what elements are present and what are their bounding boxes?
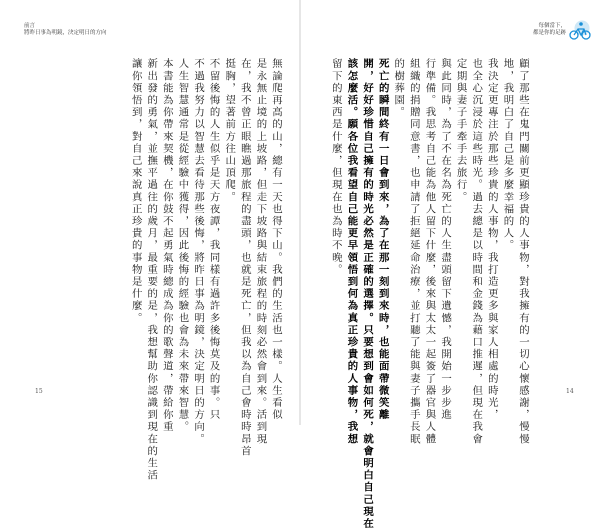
running-header-left bbox=[24, 23, 204, 37]
paragraph-line: 無論爬再高的山，總有一天也得下山。我們的生活也一樣。人生看似 bbox=[270, 58, 282, 421]
emphasized-line: 該怎麼活。願各位我看望自己能更早領悟到何為真正珍貴的人事物，我想 bbox=[345, 58, 358, 446]
header-section-title: 將昨日事為明鏡，決定明日的方向 bbox=[24, 30, 107, 36]
paragraph-line: 是永無止境的上坡路，但走下坡路與結束旅程的時刻必然會到來。活到現 bbox=[254, 58, 267, 446]
paragraph-line: 與此同時，為了不在名為死亡的人生盡頭留下遺憾，我開始一步步進 bbox=[439, 58, 452, 421]
header-book-title-line2: 都是你的足跡 bbox=[532, 30, 566, 36]
emphasized-line: 開，好好珍惜自己擁有的時光必然是正確的選擇。只要想到會如何死，就會明白自己現在 bbox=[361, 58, 374, 530]
emphasized-line: 死亡的瞬間終有一日會到來，為了在那一刻到來時，也能面帶微笑離 bbox=[376, 58, 389, 421]
paragraph-line: 在，我不曾正眼瞧過那旅程的盡頭，也就是死亡，但我以為自己會時時昂首 bbox=[238, 58, 251, 458]
paragraph-line: 新出發的勇氣，並撫平過往的歲月，最重要的是，我想幫助你認識到現在的生活 bbox=[145, 58, 158, 482]
page-number-right: 14 bbox=[566, 388, 574, 395]
header-section-label: 前言 bbox=[24, 23, 36, 29]
paragraph-line: 挺胸，望著前方往山頂爬。 bbox=[223, 58, 236, 204]
running-header-right bbox=[526, 20, 596, 44]
header-book-title-line1: 每個當下， bbox=[538, 23, 566, 29]
paragraph-line: 本書能為你帶來契機，在你鼓不起勇氣時總成為你的歌聲道，帶給你重 bbox=[160, 58, 173, 434]
paragraph-line: 顧了那些在鬼門關前更顯珍貴的人事物，對我擁有的一切心懷感謝，慢慢 bbox=[517, 58, 529, 446]
paragraph-line: 的樹葬園。 bbox=[392, 58, 405, 119]
bicycle-icon bbox=[568, 20, 592, 42]
paragraph-line: 我決定更專注於那些珍貴的人事物，我打造更多與家人相處的時光， bbox=[485, 58, 498, 421]
paragraph-line: 定期與妻子手牽手去旅行。 bbox=[454, 58, 467, 204]
paragraph-line: 讓你領悟到，對自己來說真正珍貴的事物是什麼。 bbox=[129, 58, 142, 325]
paragraph-line: 人生智慧通常是從經驗中獲得，因此後悔的經驗也會為未來帶來智慧。 bbox=[176, 58, 189, 434]
paragraph-line: 不過我努力以智慧去看待那些後悔，將昨日事為明鏡，決定明日的方向。 bbox=[192, 58, 205, 446]
paragraph-line: 也全心沉浸於這些時光。過去總是以時間和金錢為藉口推遲，但現在我會 bbox=[470, 58, 483, 446]
paragraph-line: 組織的捐贈同意書，也申請了拒絕延命治療，並打聽了能與妻子攜手長眠 bbox=[407, 58, 420, 446]
paragraph-line: 留下的東西是什麼，但現在也為時不晚。 bbox=[329, 58, 342, 276]
paragraph-line: 地，我明白了自己是多麼幸福的人。 bbox=[501, 58, 514, 252]
page-number-left: 15 bbox=[35, 388, 43, 395]
paragraph-line: 行準備。我思考自己能為他人留下什麼，後來與太太一起簽了器官與人體 bbox=[423, 58, 436, 446]
right-page-body bbox=[329, 58, 530, 530]
left-page-body bbox=[88, 58, 283, 482]
paragraph-line: 不留後悔的人生似乎是天方夜譚，我同樣有過許多後悔莫及的事。只 bbox=[207, 58, 220, 421]
